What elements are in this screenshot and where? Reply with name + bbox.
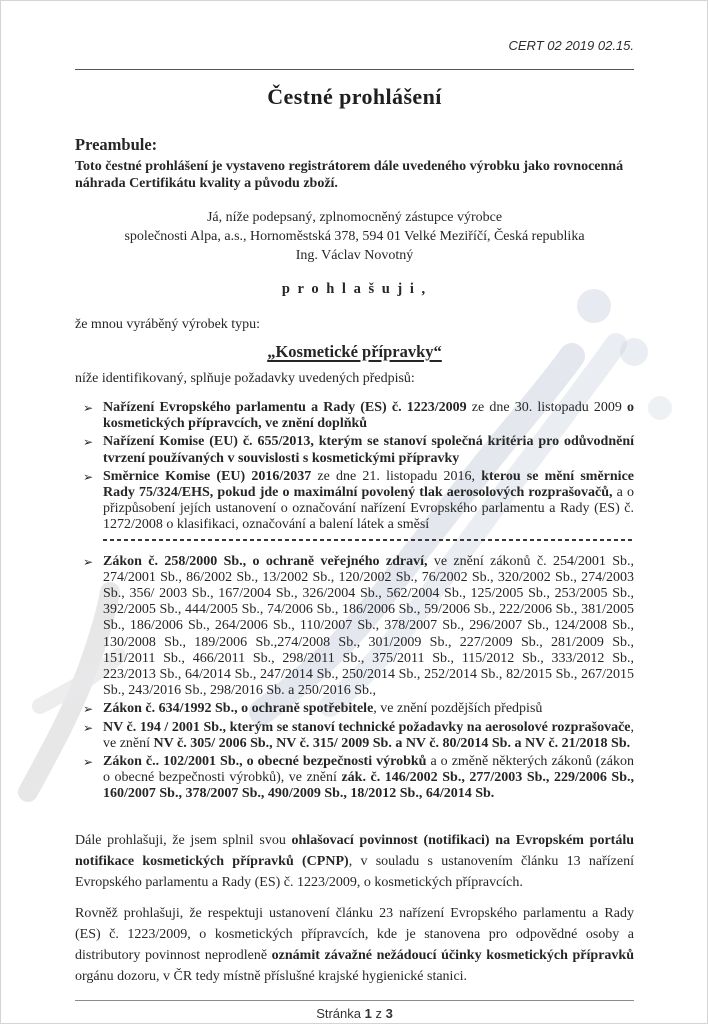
declarant-line-1: Já, níže podepsaný, zplnomocněný zástupce výrobce bbox=[206, 210, 503, 225]
arrow-bullet-icon: ➢ bbox=[83, 755, 94, 770]
regulation-item bbox=[75, 469, 634, 534]
law-text: Zákon č. 634/1992 Sb., o ochraně spotřebitele, ve znění pozdějších předpisů bbox=[103, 701, 543, 717]
document-title: Čestné prohlášení bbox=[267, 84, 442, 109]
declarant-line-2: společnosti Alpa, a.s., Hornoměstská 378, 594 01 Velké Meziříčí, Česká republika bbox=[124, 229, 585, 244]
law-text: NV č. 194 / 2001 Sb., kterým se stanoví technické požadavky na aerosolové rozprašovače, ve znění NV č. 305/ 2006 Sb., NV č. 315/ 2009 Sb. a NV č. 80/2014 Sb. a NV č. 21/2018 Sb. bbox=[103, 719, 634, 751]
arrow-bullet-icon: ➢ bbox=[83, 469, 94, 484]
law-item bbox=[75, 701, 634, 717]
declarant-block bbox=[75, 208, 634, 265]
arrow-bullet-icon: ➢ bbox=[83, 720, 94, 735]
national-laws-list bbox=[75, 554, 634, 803]
footer-rule bbox=[75, 1000, 634, 1001]
arrow-bullet-icon: ➢ bbox=[83, 702, 94, 717]
law-text: Zákon č.. 102/2001 Sb., o obecné bezpečnosti výrobků a o změně některých zákonů (zákon o obecné bezpečnosti výrobků), ve znění zák. č. 146/2002 Sb., 277/2003 Sb., 229/2006 Sb., 160/2007 Sb., 378/2007 Sb., 490/2009 Sb., 18/2012 Sb., 64/2014 Sb. bbox=[103, 754, 634, 802]
regulation-item bbox=[75, 400, 634, 432]
document-code: CERT 02 2019 02.15. bbox=[508, 38, 634, 53]
preamble-heading: Preambule: bbox=[75, 135, 158, 154]
regulation-text: Nařízení Evropského parlamentu a Rady (ES) č. 1223/2009 ze dne 30. listopadu 2009 o kosmetických přípravcích, ve znění doplňků bbox=[103, 400, 634, 432]
header-rule bbox=[75, 69, 634, 70]
preamble-body: Toto čestné prohlášení je vystaveno registrátorem dále uvedeného výrobku jako rovnocenná náhrada Certifikátu kvality a původu zboží. bbox=[75, 159, 624, 191]
closing-paragraph-article23: Rovněž prohlašuji, že respektuji ustanovení článku 23 nařízení Evropského parlamentu a Rady (ES) č. 1223/2009, o kosmetických přípravcích, kde je stanovena pro odpovědné osoby a distributory povinnost neprodleně oznámit závažné nežádoucí účinky kosmetických přípravků orgánu dozoru, v ČR tedy místně příslušné krajské hygienické stanici. bbox=[75, 905, 634, 984]
compliance-intro: níže identifikovaný, splňuje požadavky uvedených předpisů: bbox=[75, 371, 415, 386]
regulation-item bbox=[75, 434, 634, 466]
law-item bbox=[75, 754, 634, 803]
declare-word: p r o h l a š u j i , bbox=[281, 281, 428, 297]
arrow-bullet-icon: ➢ bbox=[83, 554, 94, 569]
arrow-bullet-icon: ➢ bbox=[83, 401, 94, 415]
eu-regulations-list bbox=[75, 400, 634, 534]
law-text: Zákon č. 258/2000 Sb., o ochraně veřejného zdraví, ve znění zákonů č. 254/2001 Sb., 274/2001 Sb., 86/2002 Sb., 13/2002 Sb., 120/2002 Sb., 76/2002 Sb., 320/2002 Sb., 274/2003 Sb., 356/ 2003 Sb., 167/2004 Sb., 326/2004 Sb., 562/2004 Sb., 125/2005 Sb., 253/2005 Sb., 392/2005 Sb., 444/2005 Sb., 74/2006 Sb., 186/2006 Sb., 59/2006 Sb., 222/2006 Sb., 381/2005 Sb., 186/2006 Sb., 264/2006 Sb., 110/2007 Sb., 378/2007 Sb., 296/2007 Sb., 124/2008 Sb., 130/2008 Sb., 189/2006 Sb.,274/2008 Sb., 301/2009 Sb., 227/2009 Sb., 281/2009 Sb., 151/2011 Sb., 466/2011 Sb., 298/2011 Sb., 375/2011 Sb., 115/2012 Sb., 333/2012 Sb., 223/2013 Sb., 64/2014 Sb., 247/2014 Sb., 250/2014 Sb., 252/2014 Sb., 82/2015 Sb., 267/2015 Sb., 243/2016 Sb., 298/2016 Sb. a 250/2016 Sb., bbox=[103, 553, 634, 699]
closing-paragraph-cpnp: Dále prohlašuji, že jsem splnil svou ohlašovací povinnost (notifikaci) na Evropském portálu notifikace kosmetických přípravků (CPNP), v souladu s ustanovením článku 13 nařízení Evropského parlamentu a Rady (ES) č. 1223/2009, o kosmetických přípravcích. bbox=[75, 832, 634, 890]
regulation-text: Směrnice Komise (EU) 2016/2037 ze dne 21. listopadu 2016, kterou se mění směrnice Rady 75/324/EHS, pokud jde o maximální povolený tlak aerosolových rozprašovačů, a o přizpůsobení jejích ustanovení o označování nařízení Evropského parlamentu a Rady (ES) č. 1272/2008 o klasifikaci, označování a balení látek a směsí bbox=[103, 468, 634, 533]
product-name: „Kosmetické přípravky“ bbox=[267, 342, 442, 361]
dashed-separator bbox=[103, 539, 634, 541]
law-item bbox=[75, 554, 634, 700]
page-number: Stránka 1 z 3 bbox=[316, 1005, 393, 1021]
declarant-line-3: Ing. Václav Novotný bbox=[295, 248, 414, 263]
arrow-bullet-icon: ➢ bbox=[83, 435, 94, 450]
law-item bbox=[75, 720, 634, 752]
regulation-text: Nařízení Komise (EU) č. 655/2013, kterým se stanoví společná kritéria pro odůvodnění tvrzení používaných v souvislosti s kosmetickými přípravky bbox=[103, 434, 634, 466]
product-intro: že mnou vyráběný výrobek typu: bbox=[75, 317, 261, 332]
